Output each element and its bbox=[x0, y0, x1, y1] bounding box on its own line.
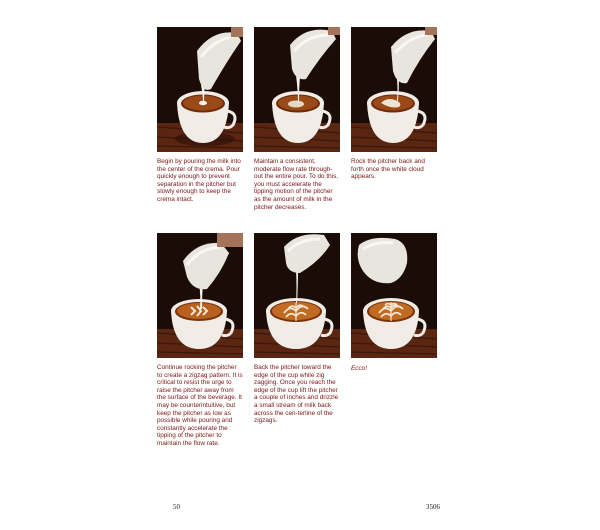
step-6-caption: Ecco! bbox=[351, 365, 367, 372]
step-4-photo bbox=[157, 233, 243, 358]
step-6-photo bbox=[351, 233, 437, 358]
step-1-caption: Begin by pouring the milk into the center of the crema. Pour quickly enough to prevent separation in the pitcher but slowly enough to keep the crema intact. bbox=[157, 158, 241, 203]
latte-zigzag-image bbox=[157, 233, 243, 358]
step-2-caption: Maintain a consistent, moderate flow rate through-out the entire pour. To do this, you must accelerate the tipping motion of the pitcher as the amount of milk in the pitcher decreases. bbox=[254, 158, 339, 211]
latte-pour-start-image bbox=[157, 27, 243, 152]
page-number: 50 bbox=[173, 503, 180, 511]
step-3-photo bbox=[351, 27, 437, 152]
step-4-caption: Continue rocking the pitcher to create a zigzag pattern. It is critical to resist the urge to raise the pitcher away from the surface of the beverage. It may be counterintuitive, but keep the pitcher as low as possible while pouring and constantly accelerate the tipping of the pitcher to maintain the flow rate. bbox=[157, 364, 243, 447]
step-5-caption: Back the pitcher toward the edge of the cup while zig zagging. Once you reach the edge of the cup lift the pitcher a couple of inches and drizzle a small stream of milk back across the cen-terline of the zigzags. bbox=[254, 364, 339, 425]
step-5-photo bbox=[254, 233, 340, 358]
latte-pull-through-image bbox=[254, 233, 340, 358]
finished-latte-art-image bbox=[351, 233, 437, 358]
chapter-label: 3506 bbox=[426, 503, 440, 511]
step-1-photo bbox=[157, 27, 243, 152]
step-2-photo bbox=[254, 27, 340, 152]
latte-pour-consistent-image bbox=[254, 27, 340, 152]
step-3-caption: Rock the pitcher back and forth once the white cloud appears. bbox=[351, 158, 425, 181]
latte-rocking-pitcher-image bbox=[351, 27, 437, 152]
